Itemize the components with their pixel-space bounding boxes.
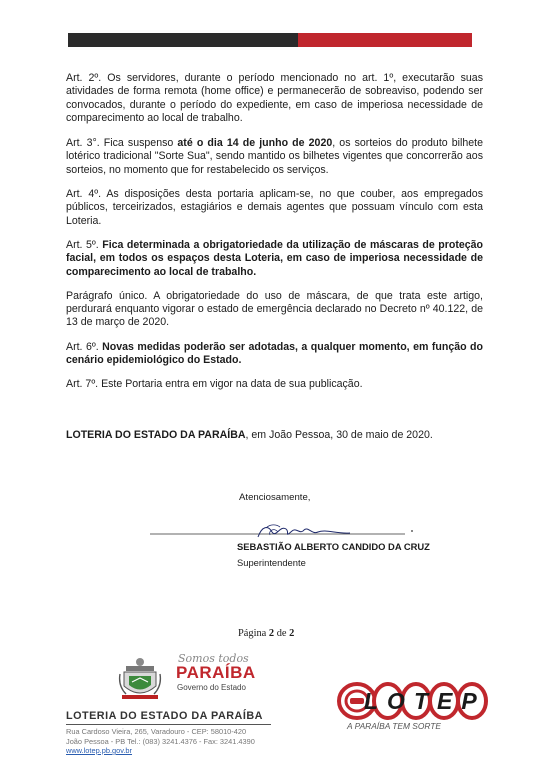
gov-name: PARAÍBA	[176, 663, 256, 682]
article-6: Art. 6º. Novas medidas poderão ser adotadas, a qualquer momento, em função do cenário epidemiológico do Estado.	[66, 340, 484, 367]
lotep-tagline: A PARAÍBA TEM SORTE	[347, 721, 442, 731]
page-number: Página 2 de 2	[238, 628, 295, 639]
article-7: Art. 7º. Este Portaria entra em vigor na data de sua publicação.	[66, 378, 363, 391]
header-bar	[68, 33, 472, 47]
document-body	[66, 72, 483, 392]
signatory-name: SEBASTIÃO ALBERTO CANDIDO DA CRUZ	[237, 541, 430, 552]
footer-divider	[66, 724, 271, 725]
article-5: Art. 5º. Fica determinada a obrigatoriedade da utilização de máscaras de proteção facial, em todos os espaços desta Loteria, em caso de imperiosa necessidade de comparecimento ao local de trabalho.	[66, 238, 483, 278]
coat-of-arms-icon	[116, 656, 164, 700]
lotep-logo	[336, 680, 496, 722]
handwritten-signature	[150, 523, 415, 543]
article-2: Art. 2º. Os servidores, durante o período mencionado no art. 1º, executarão suas atividades de forma remota (home office) e permanecerão de sobreaviso, podendo ser convocados, durante o período do expediente, em caso de imperiosa necessidade de comparecimento ao local de trabalho.	[66, 72, 483, 124]
header-bar-dark	[68, 33, 298, 47]
footer-address: Rua Cardoso Vieira, 265, Varadouro - CEP: 58010-420 João Pessoa - PB Tel.: (083) 3241.4376 - Fax: 3241.4390	[66, 727, 255, 746]
footer-org: LOTERIA DO ESTADO DA PARAÍBA	[66, 710, 263, 722]
governo-paraiba-logo	[116, 652, 276, 704]
footer-url-link[interactable]: www.lotep.pb.gov.br	[66, 746, 133, 755]
gov-subtitle: Governo do Estado	[177, 683, 246, 692]
paragrafo-unico: Parágrafo único. A obrigatoriedade do uso de máscara, de que trata este artigo, perdurará enquanto vigorar o estado de emergência declarado no Decreto nº 40.122, de 13 de março de 2020.	[66, 289, 483, 329]
signature-greeting: Atenciosamente,	[239, 492, 311, 503]
closing-line: LOTERIA DO ESTADO DA PARAÍBA, em João Pessoa, 30 de maio de 2020.	[66, 429, 433, 441]
signatory-role: Superintendente	[237, 557, 306, 568]
lotep-wordmark: LOTEP	[364, 688, 486, 714]
article-3: Art. 3°. Fica suspenso até o dia 14 de junho de 2020, os sorteios do produto bilhete lotérico tradicional "Sorte Sua", sendo mantido os bilhetes vigentes que concorrerão aos sorteios, no momento que for restabelecido os serviços.	[66, 137, 483, 176]
article-4: Art. 4º. As disposições desta portaria aplicam-se, no que couber, aos empregados públicos, terceirizados, estagiários e demais agentes que possuam vínculo com esta Loteria.	[66, 188, 483, 227]
gov-slogan: Somos todos	[178, 652, 249, 665]
header-bar-red	[298, 33, 472, 47]
